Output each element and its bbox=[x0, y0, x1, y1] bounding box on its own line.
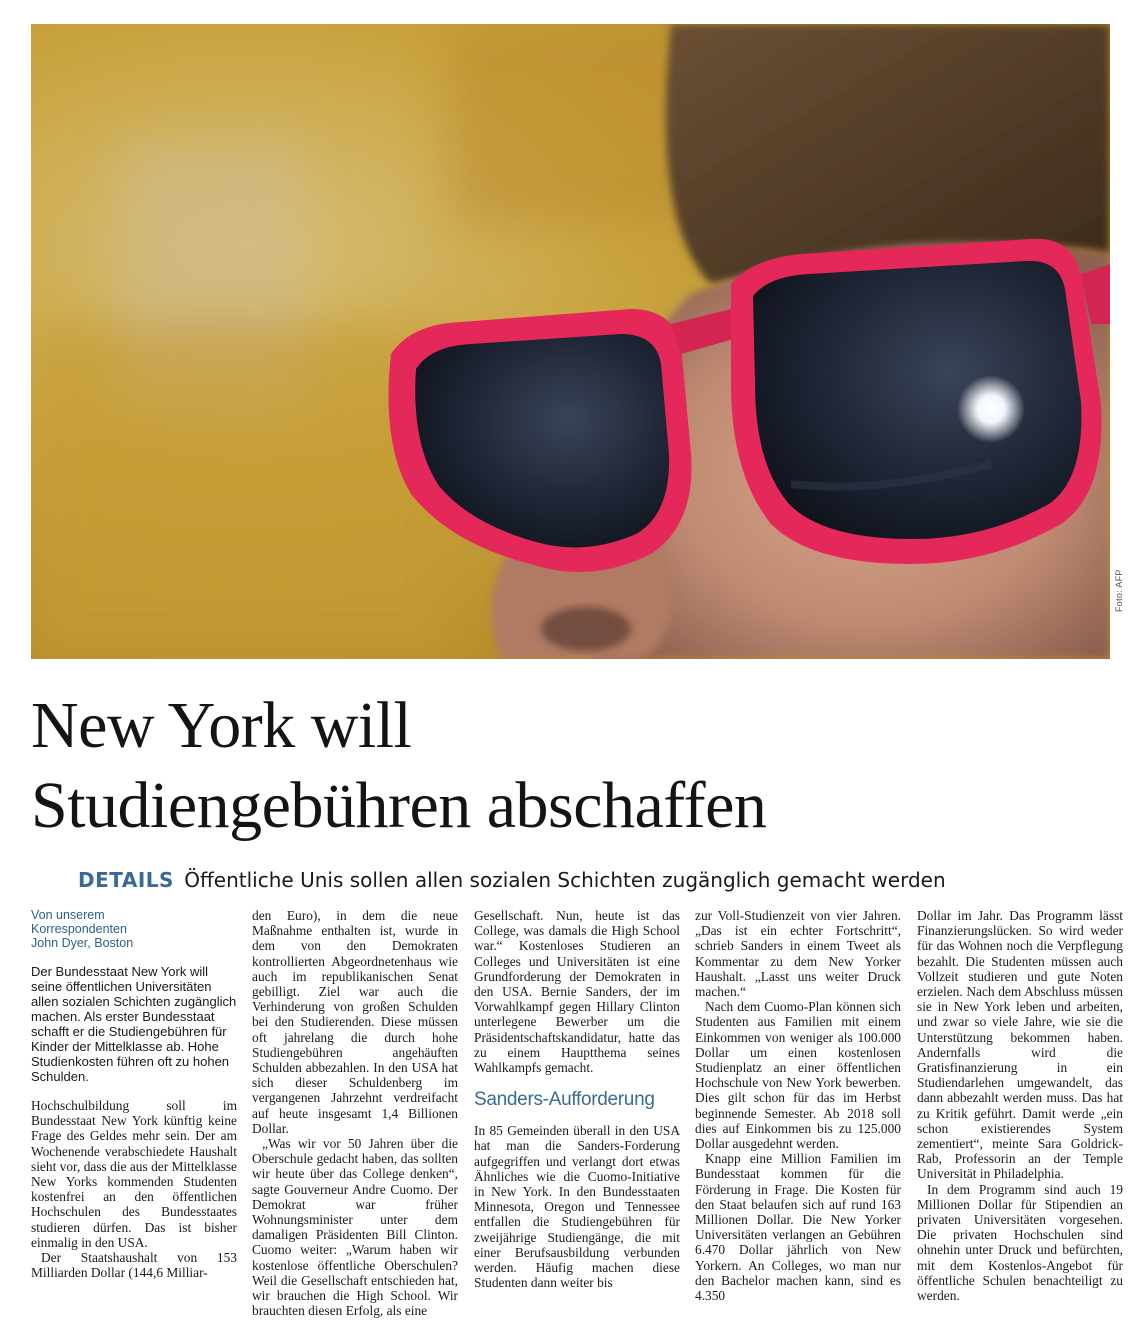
body-paragraph: Gesellschaft. Nun, heute ist das College, was damals die High School war.“ Kostenloses Studieren an Colleges und Universitäten ist eine Grundforderung der Demokraten in den USA. Bernie Sanders, der im Vorwahlkampf gegen Hillary Clinton unterlegene Bewerber um die Präsidentschaftskandidatur, hatte das zu einem Hauptthema seines Wahlkampfs gemacht. bbox=[474, 908, 680, 1076]
body-paragraph: Knapp eine Million Familien im Bundesstaat kommen für die Förderung in Frage. Die Kosten für den Staat belaufen sich auf rund 163 Millionen Dollar. Die New Yorker Universitäten verlangen an Gebühren 6.470 Dollar jährlich von New Yorkern. An Colleges, wo man nur den Bachelor machen kann, sind es 4.350 bbox=[695, 1151, 901, 1304]
article-column-3 bbox=[474, 908, 680, 1338]
article-column-2 bbox=[252, 908, 458, 1338]
body-paragraph: In 85 Gemeinden überall in den USA hat man die Sanders-Forderung aufgegriffen und verlangt dort etwas Ähnliches wie die Cuomo-Initiative in New York. In den Bundesstaaten Minnesota, Oregon und Tennessee entfallen die Studiengebühren für zweijährige Studiengänge, die mit einer Berufsausbildung verbunden werden. Häufig machen diese Studenten dann weiter bis bbox=[474, 1123, 680, 1291]
body-paragraph: „Was wir vor 50 Jahren über die Oberschule gedacht haben, das sollten wir heute über das College denken“, sagte Gouverneur Andre Cuomo. Der Demokrat war früher Wohnungsminister unter dem damaligen Präsidenten Bill Clinton. Cuomo weiter: „Warum haben wir kostenlose öffentliche Oberschulen? Weil die Gesellschaft entschieden hat, wir brauchen die High School. Wir brauchten diesen Erfolg, als eine bbox=[252, 1136, 458, 1319]
body-paragraph: Der Staatshaushalt von 153 Milliarden Dollar (144,6 Milliar- bbox=[31, 1250, 237, 1281]
article-column-1 bbox=[31, 908, 237, 1338]
article-column-4 bbox=[695, 908, 901, 1338]
article-column-5 bbox=[917, 908, 1123, 1338]
byline-author: John Dyer, Boston bbox=[31, 936, 134, 950]
headline-line-2: Studiengebühren abschaffen bbox=[31, 769, 767, 842]
dek-kicker: DETAILS bbox=[78, 868, 174, 892]
body-paragraph: Hochschulbildung soll im Bundesstaat New York künftig keine Frage des Geldes mehr sein. Der am Wochenende verabschiedete Haushalt sieht vor, dass die aus der Mittelklasse New Yorks kommenden Studenten kostenfrei an den öffentlichen Hochschulen des Bundesstaates studieren dürfen. Das ist bisher einmalig in den USA. bbox=[31, 1098, 237, 1250]
article-lead: Der Bundesstaat New York will seine öffentlichen Universitäten allen sozialen Schichten zugänglich machen. Als erster Bundesstaat schafft er die Studiengebühren für Kinder der Mittelklasse ab. Hohe Studienkosten führen oft zu hohen Schulden. bbox=[31, 964, 237, 1084]
body-paragraph: den Euro), in dem die neue Maßnahme enthalten ist, wurde in dem von den Demokraten kontrollierten Abgeordnetenhaus wie auch im republikanischen Senat gebilligt. Ziel war auch die Verhinderung von großen Schulden bei den Studierenden. Diese müssen oft jahrelang die durch hohe Studiengebühren angehäuften Schulden abbezahlen. In den USA hat sich dieser Schuldenberg im vergangenen Jahrzehnt verdreifacht auf heute insgesamt 1,4 Billionen Dollar. bbox=[252, 908, 458, 1136]
body-paragraph: In dem Programm sind auch 19 Millionen Dollar für Stipendien an privaten Universitäten vorgesehen. Die privaten Hochschulen sind ohnehin unter Druck und befürchten, mit dem Kostenlos-Angebot für öffentliche Schulen benachteiligt zu werden. bbox=[917, 1181, 1123, 1304]
article-headline bbox=[31, 686, 1110, 846]
byline bbox=[31, 908, 237, 950]
body-paragraph: Dollar im Jahr. Das Programm lässt Finanzierungslücken. So wird weder für das Wohnen noch die Verpflegung bezahlt. Die Studenten müssen auch Vollzeit studieren und gute Noten erzielen. Nach dem Abschluss müssen sie in New York leben und arbeiten, und zwar so viele Jahre, wie sie die Unterstützung bekommen haben. Andernfalls wird die Gratisfinanzierung in ein Studiendarlehen umgewandelt, das dann abbezahlt werden muss. Das hat zu Kritik geführt. Damit werde „ein schon existierendes System zementiert“, meinte Sara Goldrick-Rab, Professorin an der Temple Universität in Philadelphia. bbox=[917, 908, 1123, 1182]
sunglasses-photo bbox=[31, 24, 1110, 659]
article-dek bbox=[78, 866, 1118, 894]
article-subhead: Sanders-Aufforderung bbox=[474, 1089, 655, 1111]
article-photo bbox=[31, 24, 1110, 659]
byline-line-1: Von unserem bbox=[31, 908, 105, 922]
headline-line-1: New York will bbox=[31, 689, 412, 762]
dek-text: Öffentliche Unis sollen allen sozialen Schichten zugänglich gemacht werden bbox=[184, 868, 946, 892]
body-paragraph: Nach dem Cuomo-Plan können sich Studenten aus Familien mit einem Einkommen von weniger als 100.000 Dollar um einen kostenlosen Studienplatz an einer öffentlichen Hochschule von New York bewerben. Dies gilt schon für das im Herbst beginnende Semester. Ab 2018 soll dies auf Einkommen bis zu 125.000 Dollar ausgedehnt werden. bbox=[695, 999, 901, 1152]
photo-credit: Foto: AFP bbox=[1114, 569, 1124, 612]
body-paragraph: zur Voll-Studienzeit von vier Jahren. „Das ist ein echter Fortschritt“, schrieb Sanders in einem Tweet als Kommentar zu dem New Yorker Haushalt. „Lasst uns weiter Druck machen.“ bbox=[695, 908, 901, 1000]
byline-line-2: Korrespondenten bbox=[31, 922, 127, 936]
